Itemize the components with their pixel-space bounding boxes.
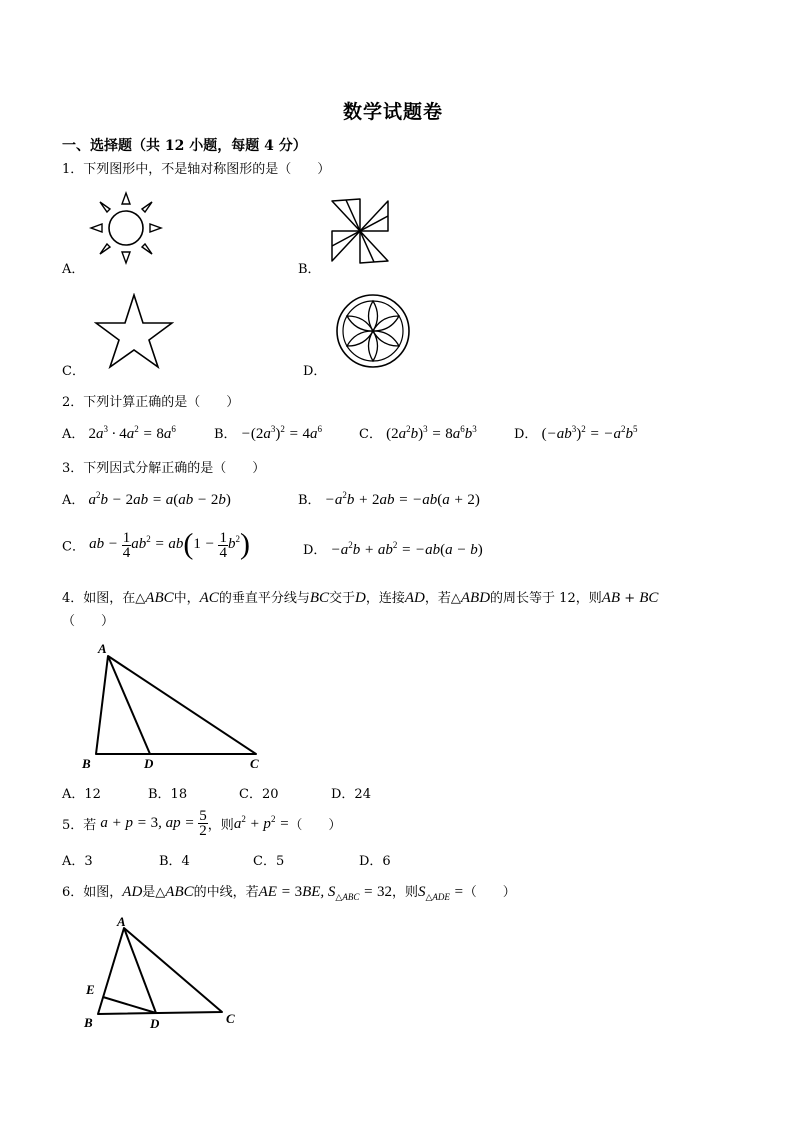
q1-label-b: B． <box>298 262 321 277</box>
flower-circle-icon <box>334 292 412 370</box>
q2-label-c: C． <box>359 427 382 442</box>
q2-option-c <box>359 423 477 443</box>
q3-label-a: A． <box>62 493 85 508</box>
question-3-stem: 3．下列因式分解正确的是（ ） <box>62 461 266 476</box>
question-1-stem: 1．下列图形中，不是轴对称图形的是（ ） <box>62 162 331 177</box>
q2-formula-a: $2a^3 \cdot 4a^2 = 8a^6$ <box>88 424 176 442</box>
section-heading: 一、选择题（共 12 小题，每题 4 分） <box>62 138 307 154</box>
question-5-stem: 5．若 a + p = 3, ap = $\frac{5}{2}$ ，则$a^2 + p^2$ =（ ） <box>62 808 342 839</box>
vertex-label-c: C <box>250 756 259 771</box>
question-4-paren: （ ） <box>62 614 115 629</box>
q3-formula-b: $-a^2b + 2ab = -ab(a + 2)$ <box>324 490 480 508</box>
vertex-label-c: C <box>226 1011 235 1026</box>
q1-label-d: D． <box>303 364 327 379</box>
q2-label-d: D． <box>514 427 538 442</box>
vertex-label-a: A <box>98 641 107 656</box>
question-6-stem: 6．如图，AD是△ABC的中线，若AE = 3BE, $S_{\triangle ABC} = 32$，则$S_{\triangle ADE}$ =（ ） <box>62 884 516 902</box>
star-icon <box>94 293 174 369</box>
q2-label-a: A． <box>62 427 85 442</box>
q2-formula-d: $(-ab^3)^2 = -a^2b^5$ <box>541 424 638 442</box>
q3-option-a <box>62 489 231 509</box>
q3-label-b: B． <box>298 493 321 508</box>
q3-formula-a: $a^2b - 2ab = a(ab - 2b)$ <box>88 490 231 508</box>
q2-option-b <box>214 423 322 443</box>
q1-label-a: A． <box>62 262 85 277</box>
q3-label-c: C． <box>62 539 85 555</box>
q2-option-d <box>514 423 637 443</box>
q5-option-d: D．6 <box>359 854 391 869</box>
triangle-ade-figure <box>80 912 250 1036</box>
vertex-label-e: E <box>86 982 95 997</box>
vertex-label-b: B <box>84 1015 93 1030</box>
vertex-label-b: B <box>82 756 91 771</box>
q2-option-a <box>62 423 176 443</box>
vertex-label-a: A <box>117 914 126 929</box>
pinwheel-icon <box>328 197 392 265</box>
q5-option-b: B．4 <box>159 854 190 869</box>
question-4-stem: 4．如图，在△ABC中，AC的垂直平分线与BC交于D，连接AD，若△ABD的周长等于 12，则AB + BC <box>62 590 659 606</box>
page-title: 数学试题卷 <box>343 101 444 123</box>
q5-option-a: A．3 <box>62 854 93 869</box>
q2-label-b: B． <box>214 427 237 442</box>
q3-option-c <box>62 528 250 562</box>
q4-option-b: B．18 <box>148 787 188 802</box>
q3-option-d <box>303 539 483 559</box>
vertex-label-d: D <box>144 756 154 771</box>
triangle-abc-figure <box>78 638 278 774</box>
sun-icon <box>88 190 164 266</box>
q3-option-b <box>298 489 480 509</box>
vertex-label-d: D <box>150 1016 160 1031</box>
q3-label-d: D． <box>303 543 327 558</box>
question-2-stem: 2．下列计算正确的是（ ） <box>62 395 240 410</box>
q4-option-d: D．24 <box>331 787 371 802</box>
q2-formula-c: $(2a^2b)^3 = 8a^6b^3$ <box>386 424 477 442</box>
q4-option-c: C．20 <box>239 787 279 802</box>
q1-label-c: C． <box>62 364 85 379</box>
q3-formula-c: ab − $\frac{1}{4}$ $ab^2 = ab(1$ − $\frac{1}{4}$ $b^2$) <box>89 528 250 561</box>
q4-option-a: A．12 <box>62 787 101 802</box>
q5-option-c: C．5 <box>253 854 285 869</box>
q2-formula-b: $-(2a^3)^2 = 4a^6$ <box>240 424 322 442</box>
q3-formula-d: $-a^2b + ab^2 = -ab(a - b)$ <box>330 540 483 558</box>
